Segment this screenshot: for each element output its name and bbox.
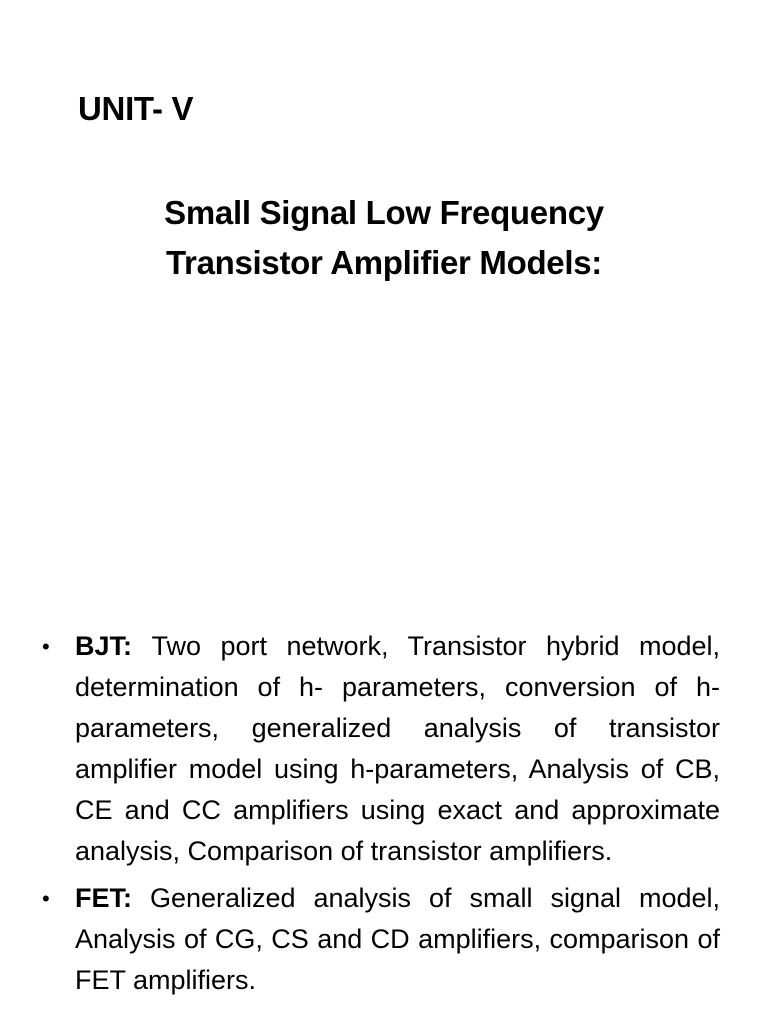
bullet-marker: • <box>42 886 50 911</box>
bullet-text-fet: Generalized analysis of small signal model, Analysis of CG, CS and CD amplifiers, comparison of FET amplifiers. <box>75 883 720 995</box>
bullet-term-bjt: BJT: <box>75 631 152 661</box>
slide-title-line-2: Transistor Amplifier Models: <box>166 244 602 281</box>
bullet-term-fet: FET: <box>75 883 150 913</box>
bullet-list <box>40 626 720 1007</box>
bullet-item-fet <box>40 878 720 1001</box>
slide-title-line-1: Small Signal Low Frequency <box>164 194 604 231</box>
unit-heading: UNIT- V <box>78 90 194 127</box>
bullet-item-bjt <box>40 626 720 872</box>
bullet-marker: • <box>42 634 50 659</box>
slide-title <box>60 188 708 288</box>
bullet-text-bjt: Two port network, Transistor hybrid model, determination of h- parameters, conversion of h-parameters, generalized analysis of transistor amplifier model using h-parameters, Analysis of CB, CE and CC amplifiers using exact and approximate analysis, Comparison of transistor amplifiers. <box>75 631 721 866</box>
